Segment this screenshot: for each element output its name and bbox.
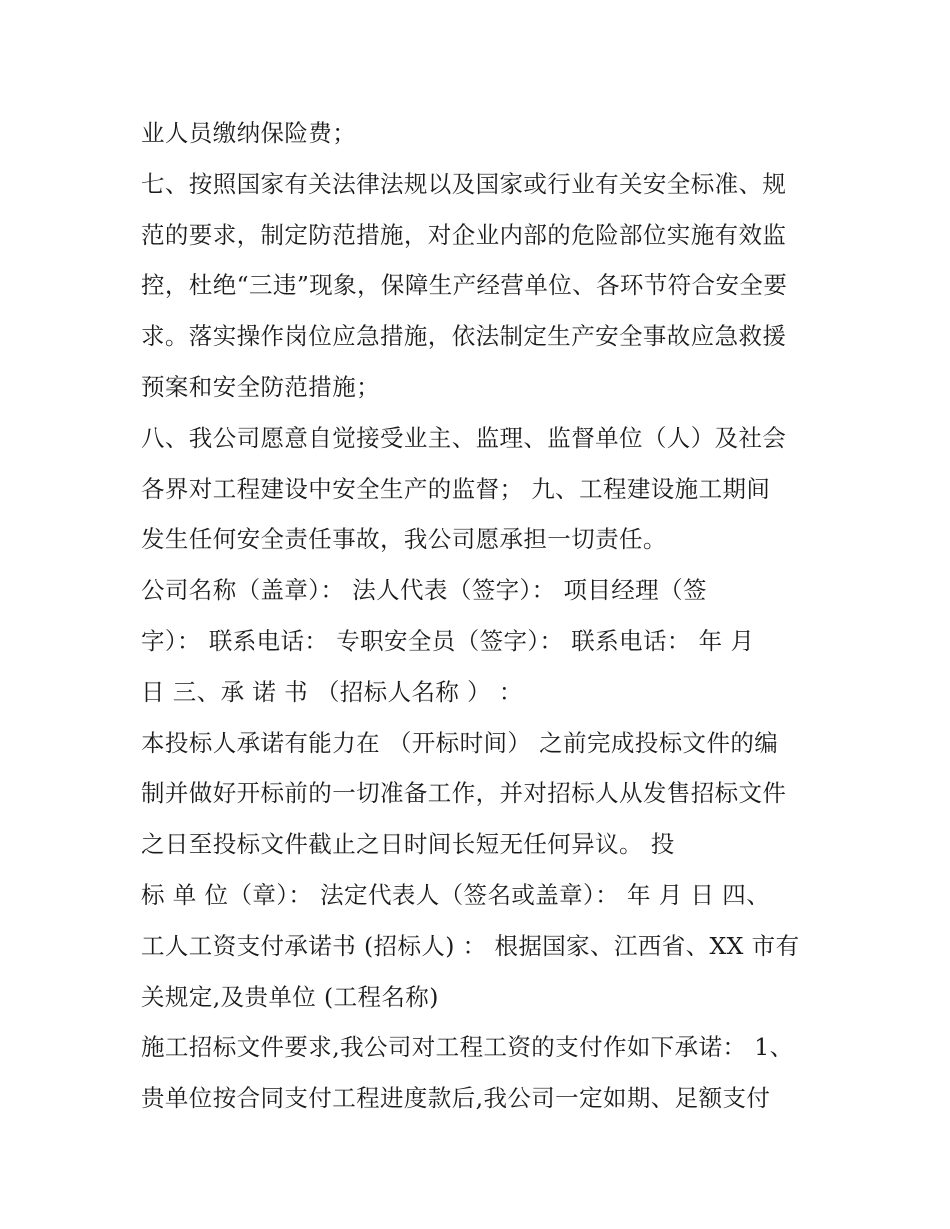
text-line: 各界对工程建设中安全生产的监督； 九、工程建设施工期间 [141,474,771,503]
text-line: 日 三、承 诺 书 （招标人名称 ） ： [141,677,523,706]
text-line: 七、按照国家有关法律法规以及国家或行业有关安全标准、规 [141,169,787,198]
document-body [141,108,831,1124]
text-line: 工人工资支付承诺书 (招标人) ： 根据国家、江西省、XX 市有 [141,931,800,960]
text-line: 本投标人承诺有能力在 （开标时间） 之前完成投标文件的编 [141,728,779,757]
text-line: 范的要求，制定防范措施，对企业内部的危险部位实施有效监 [141,220,787,249]
text-line: 之日至投标文件截止之日时间长短无任何异议。 投 [141,830,675,859]
text-line: 标 单 位（章）： 法定代表人（签名或盖章）： 年 月 日 四、 [141,880,771,909]
text-line: 公司名称（盖章）： 法人代表（签字）： 项目经理（签 [141,576,707,605]
text-line: 求。落实操作岗位应急措施，依法制定生产安全事故应急救援 [141,322,787,351]
text-line: 预案和安全防范措施； [141,372,380,401]
text-line: 控，杜绝“三违”现象，保障生产经营单位、各环节符合安全要 [141,271,788,300]
text-line: 施工招标文件要求,我公司对工程工资的支付作如下承诺： 1、 [141,1033,794,1062]
text-line: 字）： 联系电话： 专职安全员（签字）： 联系电话： 年 月 [141,626,755,655]
text-line: 发生任何安全责任事故，我公司愿承担一切责任。 [141,525,667,554]
text-line: 关规定,及贵单位 (工程名称) [141,982,439,1011]
text-line: 制并做好开标前的一切准备工作，并对招标人从发售招标文件 [141,779,787,808]
text-line: 八、我公司愿意自觉接受业主、监理、监督单位（人）及社会 [141,423,787,452]
text-line: 贵单位按合同支付工程进度款后,我公司一定如期、足额支付 [141,1084,771,1113]
text-line: 业人员缴纳保险费； [141,119,357,147]
